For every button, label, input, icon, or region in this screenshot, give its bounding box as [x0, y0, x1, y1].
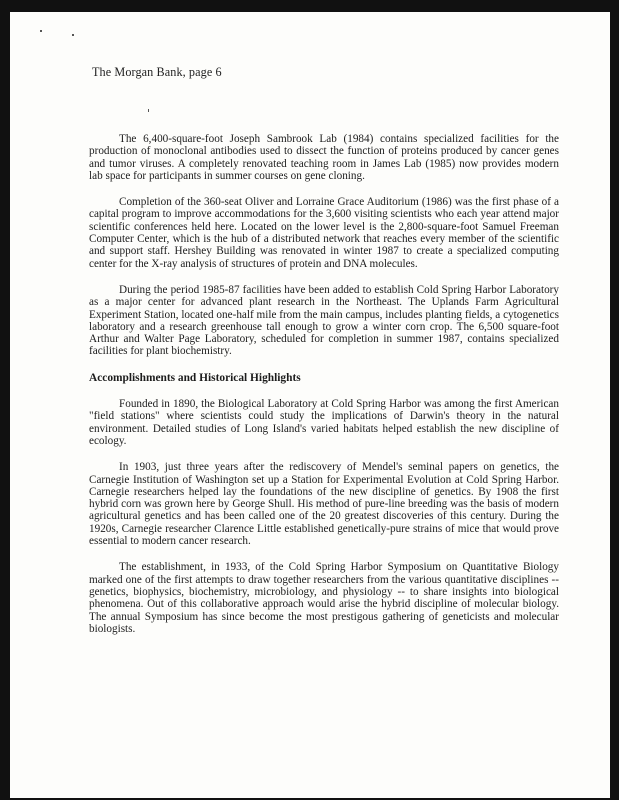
paragraph-founding-1890: Founded in 1890, the Biological Laboratory at Cold Spring Harbor was among the first American "field stations" where scientists could study the implications of Darwin's theory in the natural environment. Detailed studies of Long Island's varied habitats helped establish the new discipline of ecology. [89, 398, 559, 447]
paragraph-grace-auditorium: Completion of the 360-seat Oliver and Lorraine Grace Auditorium (1986) was the first phase of a capital program to improve accommodations for the 3,600 visiting scientists who each year attend major scientific conferences held here. Located on the lower level is the 2,800-square-foot Samuel Freeman Computer Center, which is the hub of a distributed network that reaches every member of the scientific and support staff. Hershey Building was renovated in winter 1987 to create a specialized computing center for the X-ray analysis of structures of protein and DNA molecules. [89, 196, 559, 270]
paragraph-plant-research: During the period 1985-87 facilities have been added to establish Cold Spring Harbor Laboratory as a major center for advanced plant research in the Northeast. The Uplands Farm Agricultural Experiment Station, located one-half mile from the main campus, includes planting fields, a cytogenetics laboratory and a research greenhouse tall enough to grow a winter corn crop. The 6,500 square-foot Arthur and Walter Page Laboratory, scheduled for completion in summer 1987, contains specialized facilities for plant biochemistry. [89, 283, 559, 358]
section-heading: Accomplishments and Historical Highlights [89, 371, 301, 384]
scan-speck [40, 30, 42, 32]
document-body [89, 133, 559, 649]
document-page [10, 12, 610, 798]
scan-speck [148, 109, 149, 112]
paragraph-carnegie-1903: In 1903, just three years after the rediscovery of Mendel's seminal papers on genetics, the Carnegie Institution of Washington set up a Station for Experimental Evolution at Cold Spring Harbor. Carnegie researchers helped lay the foundations of the new discipline of genetics. By 1908 the first hybrid corn was grown here by George Shull. His method of pure-line breeding was the basis of modern agricultural genetics and has been called one of the 20 greatest discoveries of this century. During the 1920s, Carnegie researcher Clarence Little established genetically-pure strains of mice that would prove essential to modern cancer research. [89, 461, 559, 548]
paragraph-symposium-1933: The establishment, in 1933, of the Cold Spring Harbor Symposium on Quantitative Biology marked one of the first attempts to draw together researchers from the various quantitative disciplines -- genetics, biophysics, biochemistry, microbiology, and physiology -- to share insights into biological phenomena. Out of this collaborative approach would arise the hybrid discipline of molecular biology. The annual Symposium has since become the most prestigous gathering of geneticists and molecular biologists. [89, 561, 559, 635]
running-head: The Morgan Bank, page 6 [92, 65, 222, 79]
paragraph-sambrook-lab: The 6,400-square-foot Joseph Sambrook Lab (1984) contains specialized facilities for the production of monoclonal antibodies used to dissect the function of proteins produced by cancer genes and tumor viruses. A completely renovated teaching room in James Lab (1985) now provides modern lab space for participants in summer courses on gene cloning. [89, 133, 559, 182]
scan-speck [72, 34, 74, 36]
